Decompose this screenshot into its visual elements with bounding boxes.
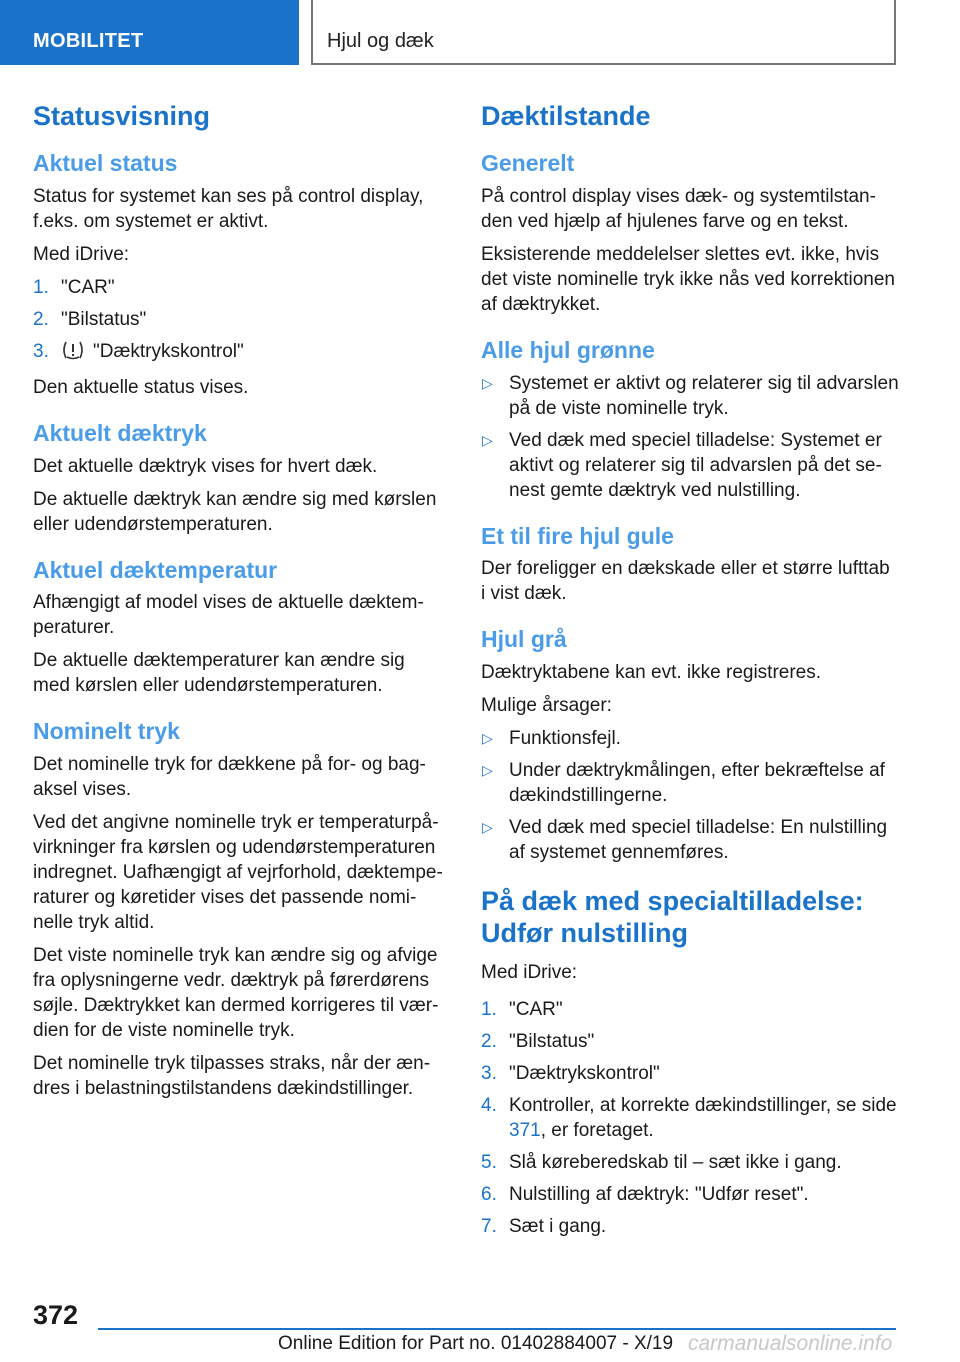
left-column	[33, 100, 445, 1109]
list-item	[33, 275, 445, 300]
header-chapter-tab	[311, 0, 896, 65]
page-reference-link[interactable]: 371	[509, 1119, 541, 1141]
bullet-triangle-icon: ▷	[482, 761, 493, 778]
step-text: "Dæktrykskontrol"	[93, 340, 244, 362]
bullet-triangle-icon: ▷	[482, 729, 493, 746]
paragraph: Det viste nominelle tryk kan ændre sig og afvige fra oplysningerne vedr. dæktryk på førerdørens søjle. Dæktrykket kan dermed korrigeres til værdien for de viste nominelle tryk.	[33, 944, 439, 1041]
bullet-triangle-icon: ▷	[482, 431, 493, 448]
paragraph: Eksisterende meddelelser slettes evt. ikke, hvis det viste nominelle tryk ikke nås ved korrektionen af dæktrykket.	[481, 243, 895, 315]
step-text: Nulstilling af dæktryk: "Udfør reset".	[509, 1183, 809, 1205]
paragraph: De aktuelle dæktemperaturer kan ændre sig med kørslen eller udendørstemperaturen.	[33, 650, 405, 697]
header-section-label: MOBILITET	[33, 30, 144, 52]
heading-nominelt-tryk: Nominelt tryk	[33, 718, 180, 745]
list-item	[481, 1150, 899, 1175]
step-number: 2.	[33, 308, 49, 330]
tire-pressure-warning-icon	[61, 340, 85, 367]
paragraph: Afhængigt af model vises de aktuelle dæktemperaturer.	[33, 592, 424, 639]
step-text-pre: Kontroller, at korrekte dækindstillinger, se side	[509, 1094, 897, 1116]
heading-aktuelt-daektryk: Aktuelt dæktryk	[33, 419, 207, 446]
step-number: 3.	[33, 340, 49, 362]
step-number: 3.	[481, 1062, 497, 1084]
footer-divider	[98, 1328, 896, 1330]
list-item	[481, 1093, 899, 1143]
step-text: Slå køreberedskab til – sæt ikke i gang.	[509, 1151, 842, 1173]
list-item	[481, 371, 899, 421]
step-text-post: , er foretaget.	[540, 1119, 654, 1141]
bullet-triangle-icon: ▷	[482, 374, 493, 391]
heading-aktuel-status: Aktuel status	[33, 150, 178, 177]
paragraph: Dæktryktabene kan evt. ikke registreres.	[481, 661, 822, 683]
step-list	[481, 997, 899, 1239]
header-section-tab	[0, 0, 299, 65]
list-item	[481, 815, 899, 865]
bullet-text: Under dæktrykmålingen, efter bekræftelse af dækindstillingerne.	[509, 759, 885, 806]
paragraph: Med iDrive:	[481, 961, 578, 983]
bullet-list	[481, 371, 899, 503]
paragraph: Mulige årsager:	[481, 694, 612, 716]
step-text: "Bilstatus"	[509, 1030, 595, 1052]
header-chapter-label: Hjul og dæk	[327, 30, 434, 52]
step-number: 5.	[481, 1151, 497, 1173]
paragraph: Det aktuelle dæktryk vises for hvert dæk.	[33, 455, 378, 477]
step-number: 1.	[33, 276, 49, 298]
list-item	[481, 1029, 899, 1054]
paragraph: Det nominelle tryk for dækkene på for- og bagaksel vises.	[33, 753, 426, 800]
list-item	[481, 1061, 899, 1086]
list-item	[481, 1182, 899, 1207]
paragraph: Ved det angivne nominelle tryk er temperaturpåvirkninger fra kørslen og udendørstemperaturen indregnet. Uafhængigt af vejrforhold, dæktemperaturer og køretider vises det passende nominelle tryk altid.	[33, 811, 443, 933]
heading-et-til-fire-hjul-gule: Et til fire hjul gule	[481, 522, 674, 549]
paragraph: På control display vises dæk- og systemtilstanden ved hjælp af hjulenes farve og en tekst.	[481, 185, 876, 232]
bullet-text: Funktionsfejl.	[509, 727, 621, 749]
list-item	[33, 339, 445, 367]
step-number: 7.	[481, 1215, 497, 1237]
watermark: carmanualsonline.info	[688, 1332, 893, 1355]
list-item	[481, 997, 899, 1022]
step-number: 1.	[481, 998, 497, 1020]
paragraph: Status for systemet kan ses på control display, f.eks. om systemet er aktivt.	[33, 185, 424, 232]
list-item	[481, 726, 899, 751]
step-list	[33, 275, 445, 367]
bullet-text: Systemet er aktivt og relaterer sig til advarslen på de viste nominelle tryk.	[509, 372, 899, 419]
section-title-statusvisning: Statusvisning	[33, 101, 211, 131]
bullet-list	[481, 726, 899, 865]
step-number: 6.	[481, 1183, 497, 1205]
paragraph: Den aktuelle status vises.	[33, 376, 249, 398]
step-text: "Bilstatus"	[61, 308, 147, 330]
paragraph: Det nominelle tryk tilpasses straks, når der ændres i belastningstilstandens dækindstillinger.	[33, 1052, 431, 1099]
paragraph: Der foreligger en dækskade eller et større lufttab i vist dæk.	[481, 558, 890, 605]
paragraph: De aktuelle dæktryk kan ændre sig med kørslen eller udendørstemperaturen.	[33, 488, 437, 535]
step-text: "CAR"	[509, 998, 563, 1020]
bullet-text: Ved dæk med speciel tilladelse: Systemet er aktivt og relaterer sig til advarslen på det senest gemte dæktryk ved nulstilling.	[509, 429, 882, 501]
step-text: "CAR"	[61, 276, 115, 298]
section-title-daektilstande: Dæktilstande	[481, 101, 651, 131]
step-number: 4.	[481, 1094, 497, 1116]
step-text: "Dæktrykskontrol"	[509, 1062, 660, 1084]
heading-alle-hjul-groenne: Alle hjul grønne	[481, 336, 655, 363]
list-item	[481, 1214, 899, 1239]
paragraph: Med iDrive:	[33, 243, 130, 265]
heading-hjul-graa: Hjul grå	[481, 626, 567, 653]
footer-edition: Online Edition for Part no. 01402884007 - X/19	[278, 1333, 674, 1354]
section-title-nulstilling: På dæk med specialtilladelse: Udfør nulstilling	[481, 885, 864, 949]
list-item	[481, 758, 899, 808]
right-column	[481, 100, 899, 1247]
step-text: Sæt i gang.	[509, 1215, 607, 1237]
step-number: 2.	[481, 1030, 497, 1052]
heading-generelt: Generelt	[481, 150, 575, 177]
bullet-triangle-icon: ▷	[482, 818, 493, 835]
list-item	[481, 428, 899, 503]
list-item	[33, 307, 445, 332]
heading-aktuel-daektemperatur: Aktuel dæktemperatur	[33, 556, 278, 583]
bullet-text: Ved dæk med speciel tilladelse: En nulstilling af systemet gennemføres.	[509, 816, 888, 863]
page-number: 372	[33, 1300, 79, 1330]
